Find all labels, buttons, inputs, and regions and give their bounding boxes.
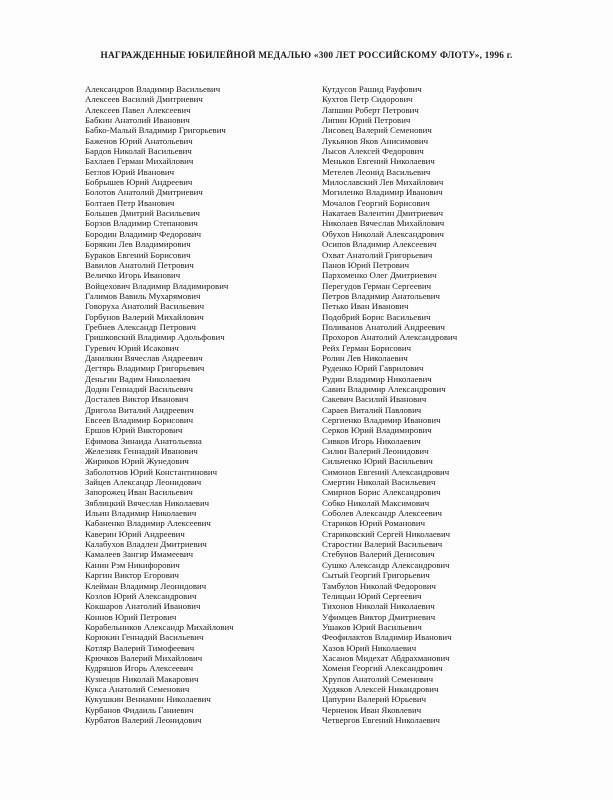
page-title: НАГРАЖДЕННЫЕ ЮБИЛЕЙНОЙ МЕДАЛЬЮ «300 ЛЕТ РОССИЙСКОМУ ФЛОТУ», 1996 г. — [100, 51, 513, 61]
name-entry: Заболотнов Юрий Константинович — [85, 466, 218, 477]
name-entry: Сергиенко Владимир Иванович — [322, 415, 441, 425]
name-entry: Милославский Лев Михайлович — [322, 177, 444, 188]
name-entry: Корабельников Александр Михайлович — [85, 621, 234, 632]
name-entry: Рудин Владимир Николаевич — [322, 373, 432, 384]
name-entry: Феофилактов Владимир Иванович — [322, 632, 452, 643]
name-entry: Хрупов Анатолий Семенович — [322, 673, 433, 684]
name-entry: Борякин Лев Владимирович — [85, 239, 191, 250]
name-entry: Камалеев Зангир Имамеевич — [85, 549, 194, 560]
name-entry: Дригола Виталий Андреевич — [85, 404, 194, 415]
name-entry: Каверин Юрий Андреевич — [85, 528, 185, 539]
name-entry: Лысов Алексей Федорович — [322, 146, 424, 157]
name-entry: Лукьянов Яков Анисимович — [322, 135, 429, 146]
name-entry: Горбунов Валерий Михайлович — [85, 311, 204, 322]
name-entry: Поливанов Анатолий Андреевич — [322, 321, 445, 332]
name-entry: Баженов Юрий Анатольевич — [85, 135, 193, 146]
name-entry: Охват Анатолий Григорьевич — [322, 249, 433, 260]
name-entry: Коннов Юрий Петрович — [85, 611, 177, 622]
name-entry: Гребнев Александр Петрович — [85, 321, 196, 332]
name-entry: Панов Юрий Петрович — [322, 259, 410, 270]
name-entry: Прохоров Анатолий Александрович — [322, 332, 458, 343]
name-entry: Метелев Леонид Васильевич — [322, 166, 431, 177]
name-entry: Досталев Виктор Иванович — [85, 394, 189, 405]
name-columns — [85, 84, 552, 725]
name-entry: Сильченко Юрий Васильевич — [322, 456, 433, 467]
name-entry: Четвергов Евгений Николаевич — [322, 714, 440, 725]
name-entry: Кудряшов Игорь Алексеевич — [85, 663, 194, 674]
name-entry: Сараев Виталий Павлович — [322, 404, 422, 415]
name-entry: Пархоменко Олег Дмитриевич — [322, 270, 437, 281]
name-entry: Уфимцев Виктор Дмитриевич — [322, 611, 436, 622]
name-entry: Симонов Евгений Александрович — [322, 466, 450, 477]
name-entry: Курбанов Фидаиль Ганиевич — [85, 704, 194, 715]
name-entry: Подобрий Борис Васильевич — [322, 311, 431, 322]
name-entry: Большев Дмитрий Васильевич — [85, 208, 200, 219]
name-entry: Гуревич Юрий Исакович — [85, 342, 179, 353]
name-entry: Мочалов Георгий Борисович — [322, 197, 430, 208]
name-entry: Серков Юрий Владимирович — [322, 425, 432, 436]
name-entry: Черненок Иван Яковлевич — [322, 704, 422, 715]
name-entry: Кухтов Петр Сидорович — [322, 94, 413, 105]
name-entry: Руденко Юрий Гаврилович — [322, 363, 424, 374]
name-entry: Говоруха Анатолий Васильевич — [85, 301, 204, 312]
name-entry: Канин Рэм Никифорович — [85, 559, 180, 570]
name-entry: Бородин Владимир Федорович — [85, 228, 201, 239]
name-entry: Собко Николай Максимович — [322, 497, 430, 508]
name-entry: Стебунов Валерий Денисович — [322, 549, 435, 560]
name-entry: Смирнов Борис Александрович — [322, 487, 441, 498]
name-entry: Лапшин Роберт Петрович — [322, 104, 419, 115]
name-entry: Ефимова Зинаида Анатольевна — [85, 435, 202, 446]
name-entry: Худяков Алексей Никандрович — [322, 683, 439, 694]
name-entry: Кузнецов Николай Макарович — [85, 673, 199, 684]
name-entry: Войцехович Владимир Владимирович — [85, 280, 229, 291]
name-entry: Курбатов Валерий Леонидович — [85, 714, 202, 725]
name-entry: Тихонов Николай Николаевич — [322, 601, 435, 612]
name-entry: Бахлаев Герман Михайлович — [85, 156, 194, 167]
name-entry: Лисовец Валерий Семенович — [322, 125, 432, 136]
name-entry: Зяблицкий Вячеслав Николаевич — [85, 497, 210, 508]
name-entry: Силин Валерий Леонидович — [322, 446, 429, 457]
name-entry: Петров Владимир Анатольевич — [322, 290, 440, 301]
name-entry: Цапурин Валерий Юрьевич — [322, 694, 427, 705]
name-entry: Хоменя Георгий Александрович — [322, 663, 443, 674]
name-entry: Каргин Виктор Егорович — [85, 570, 179, 581]
name-entry: Алексеев Павел Алексеевич — [85, 104, 191, 115]
name-entry: Додин Геннадий Васильевич — [85, 383, 193, 394]
name-entry: Осипов Владимир Алексеевич — [322, 239, 437, 250]
name-entry: Александров Владимир Васильевич — [85, 84, 221, 94]
name-entry: Липин Юрий Петрович — [322, 115, 411, 126]
name-entry: Евсеев Владимир Борисович — [85, 415, 194, 425]
name-entry: Бабко-Малый Владимир Григорьевич — [85, 125, 226, 136]
name-entry: Кукушкин Вениамин Николаевич — [85, 694, 211, 705]
name-entry: Николаев Вячеслав Михайлович — [322, 218, 445, 229]
name-entry: Телицын Юрий Сергеевич — [322, 590, 422, 601]
name-entry: Клейман Владимир Леонидович — [85, 580, 207, 591]
name-entry: Сытый Георгий Григорьевич — [322, 570, 430, 581]
name-entry: Дегтярь Владимир Григорьевич — [85, 363, 205, 374]
name-entry: Бобрышев Юрий Андреевич — [85, 177, 193, 188]
name-entry: Кутдусов Рашид Рауфович — [322, 84, 422, 94]
name-entry: Соболев Александр Алексеевич — [322, 508, 442, 519]
name-entry: Стариков Юрий Романович — [322, 518, 426, 529]
name-entry: Тамбулов Николай Федорович — [322, 580, 436, 591]
name-entry: Рейх Герман Борисович — [322, 342, 412, 353]
name-entry: Ершов Юрий Викторович — [85, 425, 183, 436]
name-entry: Петько Иван Иванович — [322, 301, 409, 312]
name-entry: Хасанов Мидехат Абдрахманович — [322, 652, 450, 663]
name-entry: Накатаев Валентин Дмитриевич — [322, 208, 444, 219]
name-entry: Зайцев Александр Леонидович — [85, 477, 202, 488]
name-entry: Меньков Евгений Николаевич — [322, 156, 435, 167]
name-entry: Сакевич Василий Иванович — [322, 394, 427, 405]
name-entry: Вавилов Анатолий Петрович — [85, 259, 194, 270]
name-entry: Жириков Юрий Жунедович — [85, 456, 189, 467]
name-entry: Галимов Вавиль Мухарямович — [85, 290, 201, 301]
name-entry: Гришковский Владимир Адольфович — [85, 332, 225, 343]
name-entry: Перегудов Герман Сергеевич — [322, 280, 432, 291]
name-entry: Могиленко Владимир Иванович — [322, 187, 443, 198]
left-column — [85, 84, 322, 725]
name-entry: Железняк Геннадий Иванович — [85, 446, 198, 457]
name-entry: Алексеев Василий Дмитриевич — [85, 94, 203, 105]
name-entry: Ролин Лев Николаевич — [322, 352, 408, 363]
name-entry: Деньгин Вадим Николаевич — [85, 373, 191, 384]
name-entry: Старостин Валерий Васильевич — [322, 539, 443, 550]
name-entry: Котляр Валерий Тимофеевич — [85, 642, 195, 653]
name-entry: Кукса Анатолий Семенович — [85, 683, 190, 694]
name-entry: Бураков Евгений Борисович — [85, 249, 191, 260]
name-entry: Болотов Анатолий Дмитриевич — [85, 187, 203, 198]
name-entry: Бардов Николай Васильевич — [85, 146, 192, 157]
name-entry: Сивков Игорь Николаевич — [322, 435, 421, 446]
name-entry: Кокшаров Анатолий Иванович — [85, 601, 201, 612]
name-entry: Обухов Николай Александрович — [322, 228, 444, 239]
name-entry: Стариковский Сергей Николаевич — [322, 528, 451, 539]
name-entry: Борзов Владимир Степанович — [85, 218, 198, 229]
name-entry: Корюкин Геннадий Васильевич — [85, 632, 204, 643]
name-entry: Запорожец Иван Васильевич — [85, 487, 193, 498]
name-entry: Данилкин Вячеслав Андреевич — [85, 352, 203, 363]
right-column — [322, 84, 552, 725]
name-entry: Беглов Юрий Иванович — [85, 166, 174, 177]
name-entry: Бабкин Анатолий Иванович — [85, 115, 190, 126]
name-entry: Хазов Юрий Николаевич — [322, 642, 417, 653]
name-entry: Савин Владимир Александрович — [322, 383, 446, 394]
name-entry: Сушко Александр Александрович — [322, 559, 450, 570]
name-entry: Величко Игорь Иванович — [85, 270, 181, 281]
name-entry: Ушаков Юрий Васильевич — [322, 621, 422, 632]
name-entry: Калабухов Владлен Дмитриевич — [85, 539, 207, 550]
name-entry: Ильин Владимир Николаевич — [85, 508, 197, 519]
name-entry: Козлов Юрий Александрович — [85, 590, 197, 601]
name-entry: Кабаненко Владимир Алексеевич — [85, 518, 211, 529]
name-entry: Крючков Валерий Михайлович — [85, 652, 203, 663]
name-entry: Болтаев Петр Иванович — [85, 197, 175, 208]
name-entry: Смертин Николай Васильевич — [322, 477, 436, 488]
